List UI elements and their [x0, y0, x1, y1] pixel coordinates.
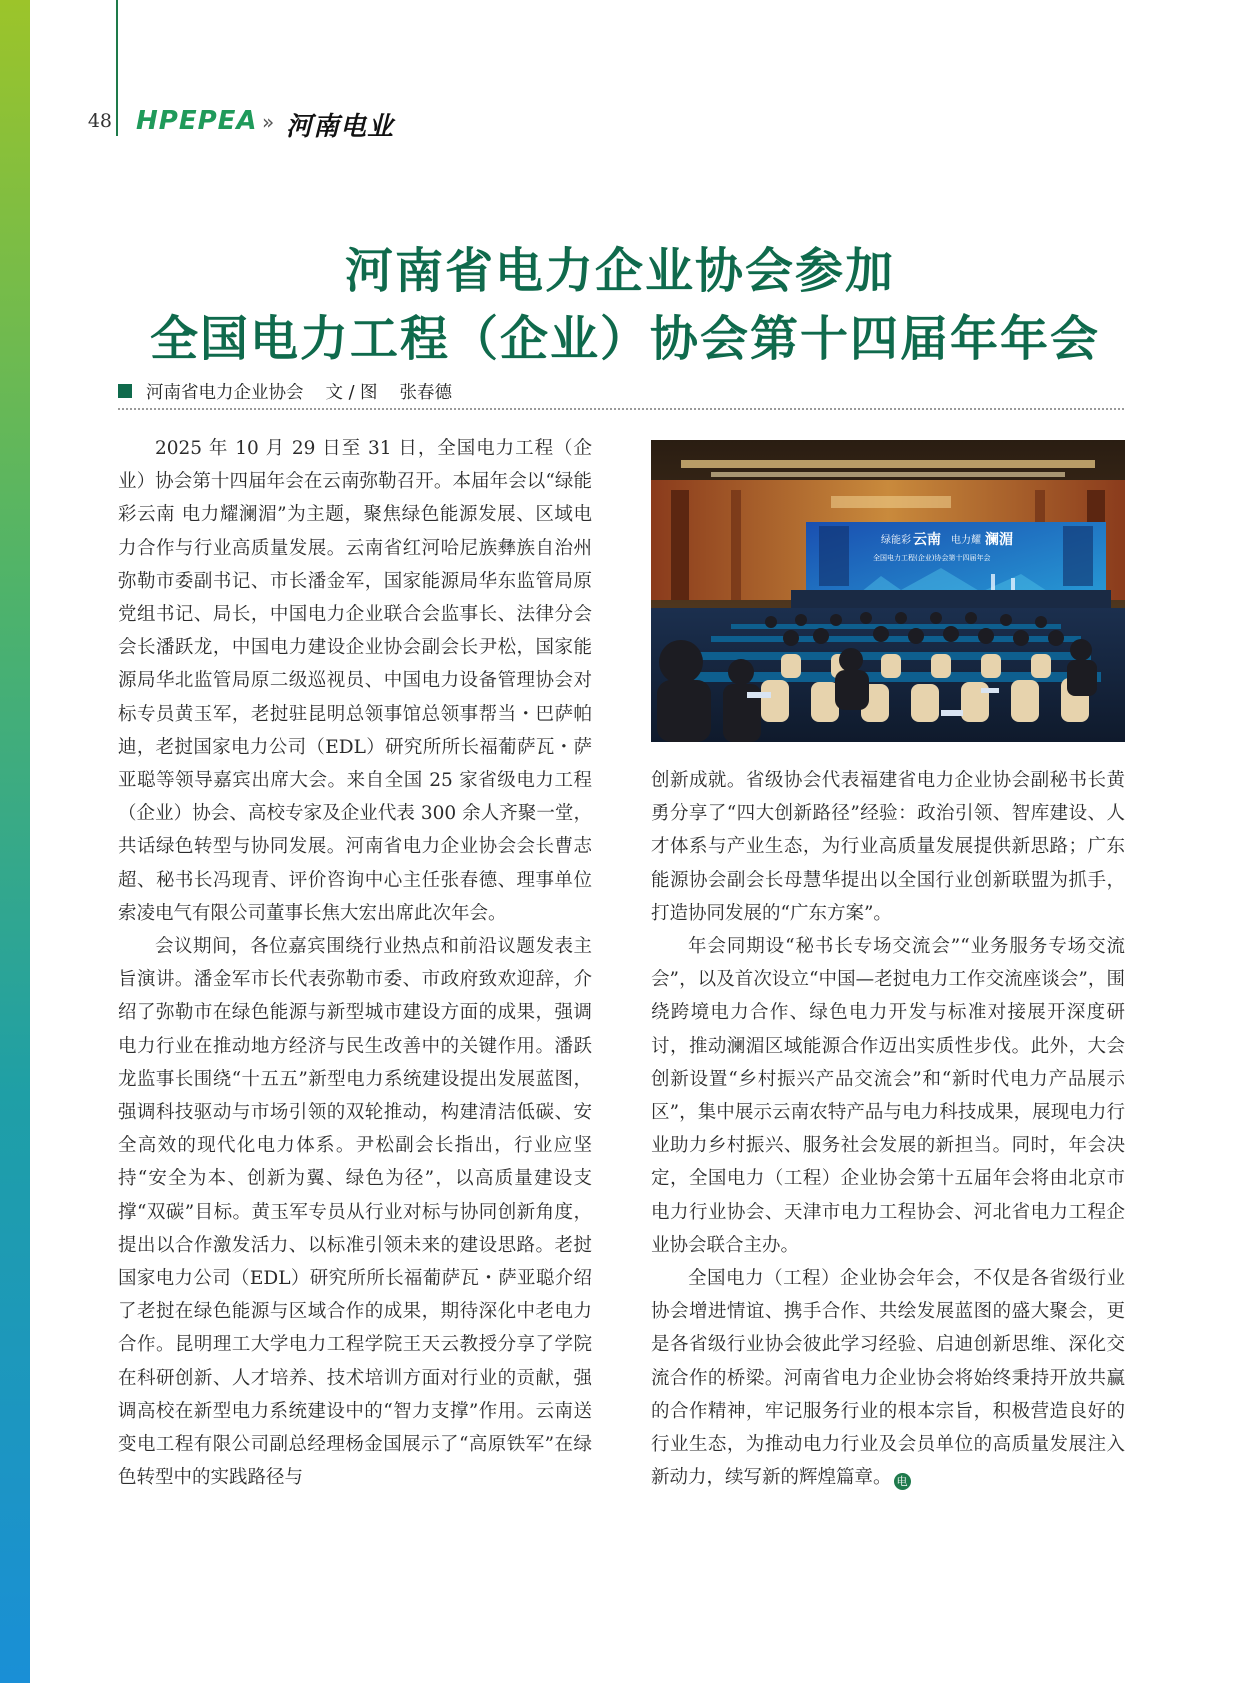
magazine-logo-cn: 河南电业 — [286, 112, 395, 142]
screen-text-3: 电力耀 — [951, 535, 981, 546]
logo-chevron: » — [262, 110, 275, 134]
byline-author: 张春德 — [399, 382, 453, 403]
article-title-line2: 全国电力工程（企业）协会第十四届年年会 — [149, 311, 1100, 367]
byline-square-icon — [118, 384, 132, 398]
article-body-left-column — [118, 432, 592, 1495]
article-title-line1: 河南省电力企业协会参加 — [344, 243, 895, 299]
byline — [118, 378, 452, 404]
article-paragraph: 会议期间，各位嘉宾围绕行业热点和前沿议题发表主旨演讲。潘金军市长代表弥勒市委、市政府致欢迎辞，介绍了弥勒市在绿色能源与新型城市建设方面的成果，强调电力行业在推动地方经济与民生改善中的关键作用。潘跃龙监事长围绕“十五五”新型电力系统建设提出发展蓝图，强调科技驱动与市场引领的双轮推动，构建清洁低碳、安全高效的现代化电力体系。尹松副会长指出，行业应坚持“安全为本、创新为翼、绿色为径”，以高质量建设支撑“双碳”目标。黄玉军专员从行业对标与协同创新角度，提出以合作激发活力、以标准引领未来的建设思路。老挝国家电力公司（EDL）研究所所长福葡萨瓦・萨亚聪介绍了老挝在绿色能源与区域合作的成果，期待深化中老电力合作。昆明理工大学电力工程学院王天云教授分享了学院在科研创新、人才培养、技术培训方面对行业的贡献，强调高校在新型电力系统建设中的“智力支撑”作用。云南送变电工程有限公司副总经理杨金国展示了“高原铁军”在绿色转型中的实践路径与 — [118, 936, 592, 1489]
article-paragraph-text: 全国电力（工程）企业协会年会，不仅是各省级行业协会增进情谊、携手合作、共绘发展蓝图的盛大聚会，更是各省级行业协会彼此学习经验、启迪创新思维、深化交流合作的桥梁。河南省电力企业协会将始终秉持开放共赢的合作精神，牢记服务行业的根本宗旨，积极营造良好的行业生态，为推动电力行业及会员单位的高质量发展注入新动力，续写新的辉煌篇章。 — [651, 1268, 1125, 1489]
page-number: 48 — [87, 110, 112, 132]
screen-text-5: 全国电力工程(企业)协会第十四届年会 — [873, 554, 991, 562]
screen-text-4: 澜湄 — [985, 532, 1013, 548]
end-mark-icon: 电 — [894, 1473, 911, 1490]
byline-role: 文 / 图 — [325, 382, 378, 403]
magazine-logo-en: HPEPEA — [136, 106, 258, 136]
article-paragraph: 2025 年 10 月 29 日至 31 日，全国电力工程（企业）协会第十四届年会在云南弥勒召开。本届年会以“绿能彩云南 电力耀澜湄”为主题，聚焦绿色能源发展、区域电力合作与行业高质量发展。云南省红河哈尼族彝族自治州弥勒市委副书记、市长潘金军，国家能源局华东监管局原党组书记、局长，中国电力企业联合会监事长、法律分会会长潘跃龙，中国电力建设企业协会副会长尹松，国家能源局华北监管局原二级巡视员、中国电力设备管理协会对标专员黄玉军，老挝驻昆明总领事馆总领事帮当・巴萨帕迪，老挝国家电力公司（EDL）研究所所长福葡萨瓦・萨亚聪等领导嘉宾出席大会。来自全国 25 家省级电力工程（企业）协会、高校专家及企业代表 300 余人齐聚一堂，共话绿色转型与协同发展。河南省电力企业协会会长曹志超、秘书长冯现青、评价咨询中心主任张春德、理事单位索凌电气有限公司董事长焦大宏出席此次年会。 — [118, 438, 592, 924]
conference-photo — [651, 440, 1125, 742]
article-paragraph: 年会同期设“秘书长专场交流会”“业务服务专场交流会”，以及首次设立“中国—老挝电力工作交流座谈会”，围绕跨境电力合作、绿色电力开发与标准对接展开深度研讨，推动澜湄区域能源合作迈出实质性步伐。此外，大会创新设置“乡村振兴产品交流会”和“新时代电力产品展示区”，集中展示云南农特产品与电力科技成果，展现电力行业助力乡村振兴、服务社会发展的新担当。同时，年会决定，全国电力（工程）企业协会第十五届年会将由北京市电力行业协会、天津市电力工程协会、河北省电力工程企业协会联合主办。 — [651, 936, 1125, 1256]
screen-text-2: 云南 — [913, 532, 941, 548]
header-vertical-rule — [116, 0, 118, 136]
article-paragraph: 创新成就。省级协会代表福建省电力企业协会副秘书长黄勇分享了“四大创新路径”经验：政治引领、智库建设、人才体系与产业生态，为行业高质量发展提供新思路；广东能源协会副会长母慧华提出以全国行业创新联盟为抓手，打造协同发展的“广东方案”。 — [651, 770, 1125, 924]
byline-org: 河南省电力企业协会 — [146, 382, 304, 403]
article-body-right-column — [651, 764, 1125, 1494]
conference-hall-illustration — [651, 440, 1125, 742]
screen-text-1: 绿能彩 — [881, 535, 911, 546]
article-paragraph — [651, 1262, 1125, 1494]
byline-divider — [118, 408, 1124, 410]
